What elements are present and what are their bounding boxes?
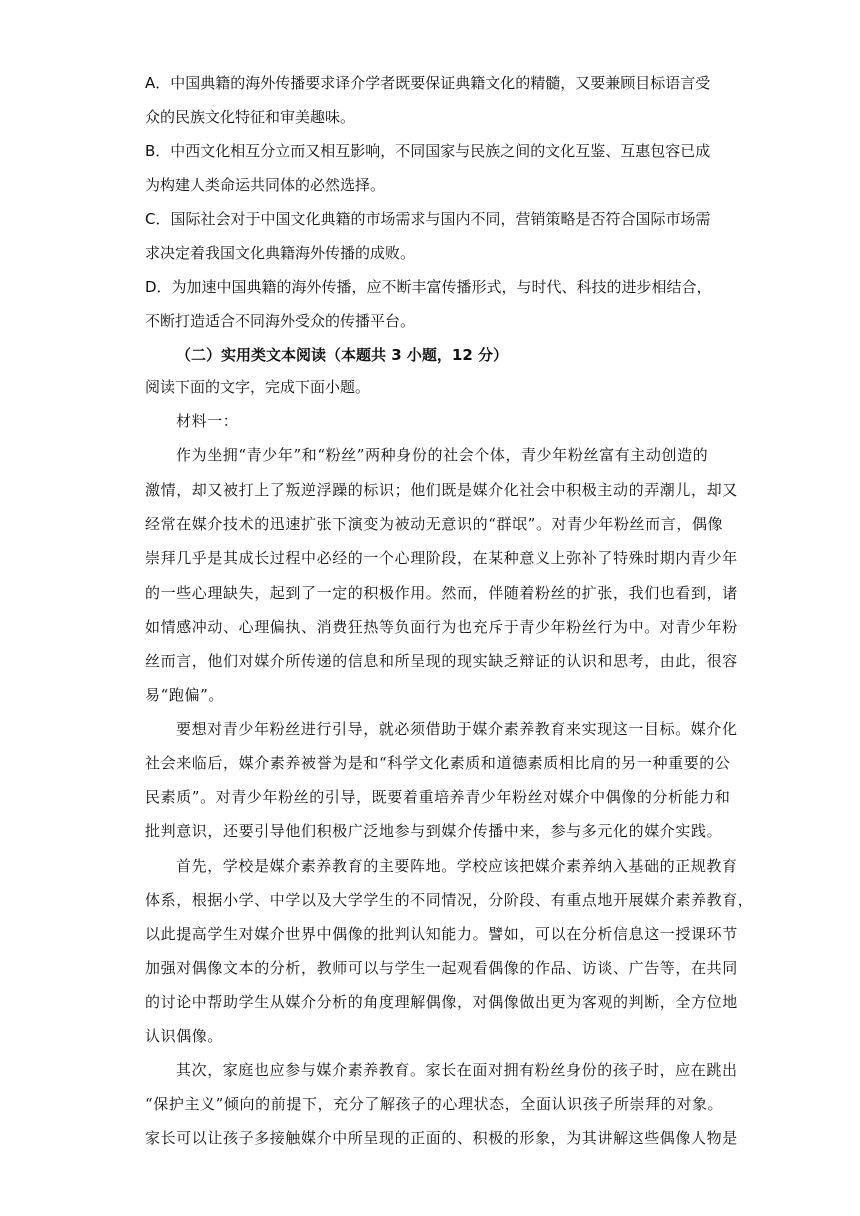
p2-line-4: 批判意识，还要引导他们积极广泛地参与到媒介传播中来，参与多元化的媒介实践。 (145, 822, 723, 840)
p3-line-2: 体系，根据小学、中学以及大学学生的不同情况，分阶段、有重点地开展媒介素养教育， (145, 891, 754, 909)
p2-line-2: 社会来临后，媒介素养被誉为是和“科学文化素质和道德素质相比肩的另一种重要的公 (145, 754, 731, 772)
section-heading: （二）实用类文本阅读（本题共 3 小题，12 分） (176, 346, 508, 364)
p3-line-5: 的讨论中帮助学生从媒介分析的角度理解偶像，对偶像做出更为客观的判断，全方位地 (145, 993, 738, 1011)
material-label: 材料一： (176, 412, 239, 430)
p4-line-1: 其次，家庭也应参与媒介素养教育。家长在面对拥有粉丝身份的孩子时，应在跳出 (176, 1061, 738, 1079)
p2-line-1: 要想对青少年粉丝进行引导，就必须借助于媒介素养教育来实现这一目标。媒介化 (176, 720, 738, 738)
p3-line-3: 以此提高学生对媒介世界中偶像的批判认知能力。譬如，可以在分析信息这一授课环节 (145, 925, 738, 943)
p3-line-6: 认识偶像。 (145, 1027, 224, 1045)
option-a-line-2: 众的民族文化特征和审美趣味。 (145, 108, 356, 126)
option-b-line-1: B．中西文化相互分立而又相互影响，不同国家与民族之间的文化互鉴、互惠包容已成 (145, 142, 711, 160)
p4-line-2: “保护主义”倾向的前提下，充分了解孩子的心理状态，全面认识孩子所崇拜的对象。 (145, 1095, 724, 1113)
p4-line-3: 家长可以让孩子多接触媒介中所呈现的正面的、积极的形象，为其讲解这些偶像人物是 (145, 1129, 738, 1147)
p1-line-3: 经常在媒介技术的迅速扩张下演变为被动无意识的“群氓”。对青少年粉丝而言，偶像 (145, 515, 724, 533)
p1-line-8: 易“跑偏”。 (145, 686, 224, 704)
p1-line-1: 作为坐拥“青少年”和“粉丝”两种身份的社会个体，青少年粉丝富有主动创造的 (176, 446, 709, 464)
option-a-line-1: A．中国典籍的海外传播要求译介学者既要保证典籍文化的精髓，又要兼顾目标语言受 (145, 74, 711, 92)
p1-line-6: 如情感冲动、心理偏执、消费狂热等负面行为也充斥于青少年粉丝行为中。对青少年粉 (145, 618, 738, 636)
p1-line-7: 丝而言，他们对媒介所传递的信息和所呈现的现实缺乏辩证的认识和思考，由此，很容 (145, 652, 738, 670)
option-b-line-2: 为构建人类命运共同体的必然选择。 (145, 176, 386, 194)
option-d-line-1: D．为加速中国典籍的海外传播，应不断丰富传播形式，与时代、科技的进步相结合， (145, 278, 712, 296)
option-c-line-1: C．国际社会对于中国文化典籍的市场需求与国内不同，营销策略是否符合国际市场需 (145, 210, 711, 228)
p2-line-3: 民素质”。对青少年粉丝的引导，既要着重培养青少年粉丝对媒介中偶像的分析能力和 (145, 788, 731, 806)
p1-line-4: 崇拜几乎是其成长过程中必经的一个心理阶段，在某种意义上弥补了特殊时期内青少年 (145, 549, 738, 567)
section-instruction: 阅读下面的文字，完成下面小题。 (145, 378, 371, 396)
p3-line-1: 首先，学校是媒介素养教育的主要阵地。学校应该把媒介素养纳入基础的正规教育 (176, 857, 738, 875)
option-c-line-2: 求决定着我国文化典籍海外传播的成败。 (145, 244, 416, 262)
p3-line-4: 加强对偶像文本的分析，教师可以与学生一起观看偶像的作品、访谈、广告等，在共同 (145, 959, 738, 977)
p1-line-2: 激情，却又被打上了叛逆浮躁的标识；他们既是媒介化社会中积极主动的弄潮儿，却又 (145, 481, 738, 499)
p1-line-5: 的一些心理缺失，起到了一定的积极作用。然而，伴随着粉丝的扩张，我们也看到，诸 (145, 584, 738, 602)
option-d-line-2: 不断打造适合不同海外受众的传播平台。 (145, 312, 416, 330)
